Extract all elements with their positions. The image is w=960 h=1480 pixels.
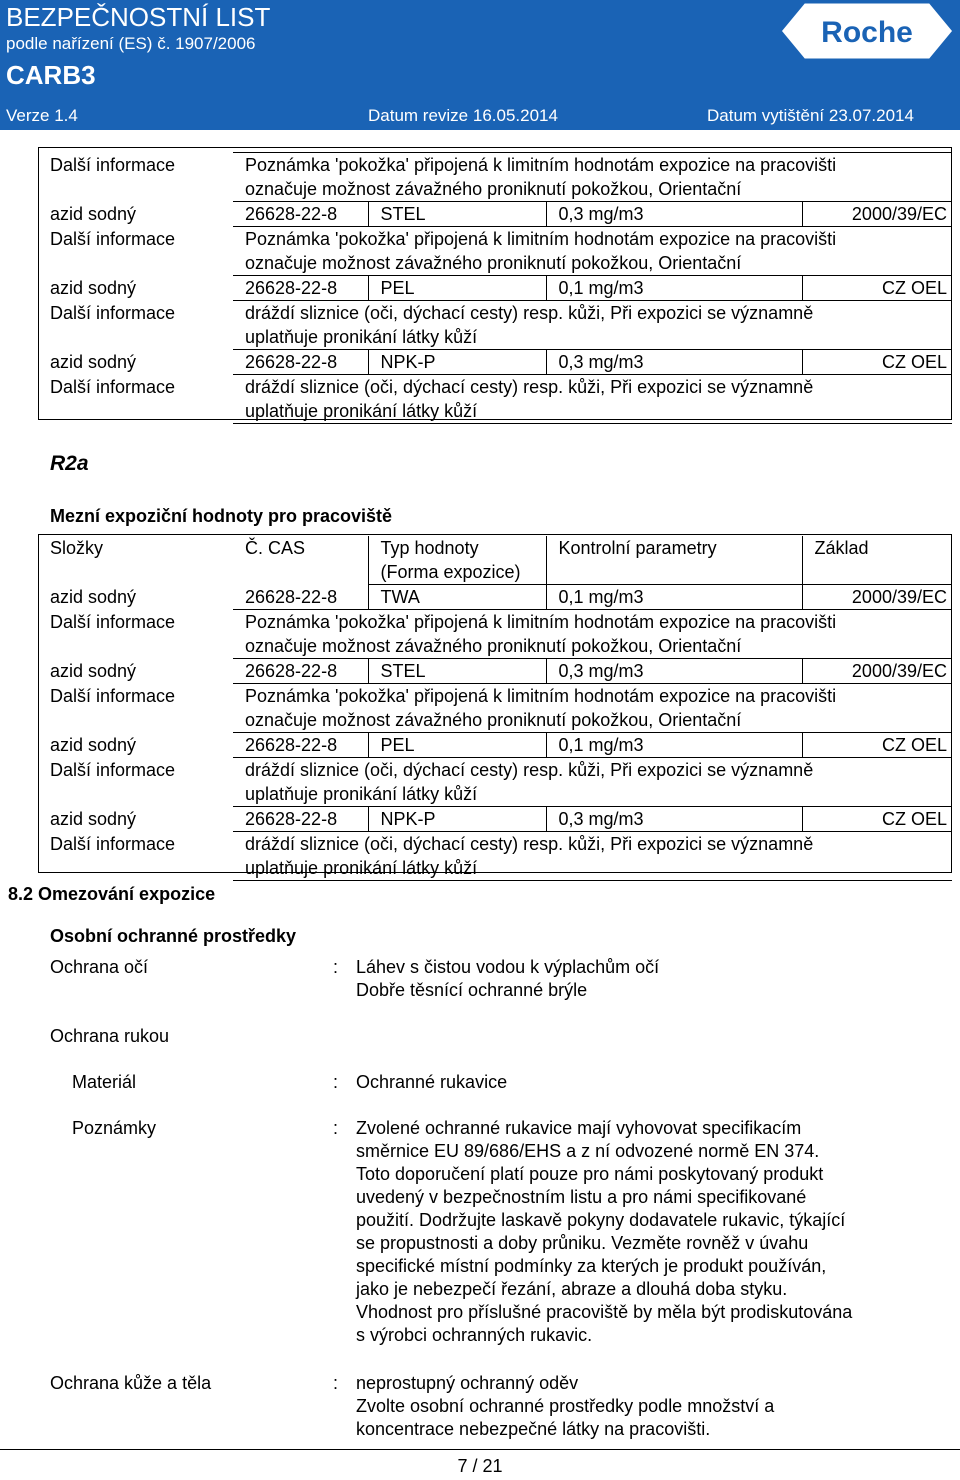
info-text: Poznámka 'pokožka' připojená k limitním hodnotám expozice na pracovišti označuje možnost závažného proniknutí pokožkou, Orientační (233, 153, 952, 202)
row-basis: 2000/39/EC (802, 659, 952, 684)
eye-protection-value: Láhev s čistou vodou k výplachům očí Dobře těsnící ochranné brýle (356, 957, 660, 1000)
info-text: Poznámka 'pokožka' připojená k limitním hodnotám expozice na pracovišti označuje možnost závažného proniknutí pokožkou, Orientační (233, 227, 952, 276)
skin-protection-label: Ochrana kůže a těla (50, 1373, 212, 1393)
info-row (38, 153, 952, 202)
row-type: NPK-P (368, 350, 546, 375)
ppe-title: Osobní ochranné prostředky (50, 926, 297, 946)
row-type: TWA (368, 585, 546, 610)
row-cas: 26628-22-8 (233, 733, 368, 758)
row-component: azid sodný (50, 586, 137, 607)
colon: : (333, 1373, 339, 1393)
info-label: Další informace (50, 611, 176, 632)
regulation-subtitle: podle nařízení (ES) č. 1907/2006 (6, 34, 256, 53)
table-row (38, 807, 952, 832)
row-component: azid sodný (50, 277, 137, 298)
table-row (38, 276, 952, 301)
row-basis: 2000/39/EC (802, 585, 952, 610)
header-basis: Základ (802, 536, 952, 585)
info-text: Poznámka 'pokožka' připojená k limitním hodnotám expozice na pracovišti označuje možnost závažného proniknutí pokožkou, Orientační (233, 610, 952, 659)
info-text: dráždí sliznice (oči, dýchací cesty) resp. kůži, Při expozici se významně uplatňuje pronikání látky kůží (233, 758, 952, 807)
section-8-2-heading: 8.2 Omezování expozice (8, 884, 216, 904)
row-type: PEL (368, 733, 546, 758)
header-type: Typ hodnoty (Forma expozice) (368, 536, 546, 585)
row-type: NPK-P (368, 807, 546, 832)
info-label: Další informace (50, 833, 176, 854)
info-label: Další informace (50, 759, 176, 780)
roche-logo-icon (778, 0, 956, 64)
material-label: Materiál (72, 1072, 137, 1092)
footer-divider (0, 1449, 960, 1450)
row-cas: 26628-22-8 (245, 586, 338, 607)
colon: : (333, 1118, 339, 1138)
row-component: azid sodný (50, 734, 137, 755)
row-value: 0,1 mg/m3 (546, 276, 802, 301)
header-value: Kontrolní parametry (546, 536, 802, 585)
row-type: STEL (368, 659, 546, 684)
info-text: Poznámka 'pokožka' připojená k limitním hodnotám expozice na pracovišti označuje možnost závažného proniknutí pokožkou, Orientační (233, 684, 952, 733)
row-type: PEL (368, 276, 546, 301)
colon: : (333, 1072, 339, 1092)
row-value: 0,3 mg/m3 (546, 659, 802, 684)
info-text: dráždí sliznice (oči, dýchací cesty) resp. kůži, Při expozici se významně uplatňuje pronikání látky kůží (233, 301, 952, 350)
row-value: 0,1 mg/m3 (546, 585, 802, 610)
info-label: Další informace (50, 302, 176, 323)
info-text: dráždí sliznice (oči, dýchací cesty) resp. kůži, Při expozici se významně uplatňuje pronikání látky kůží (233, 832, 952, 881)
table-row (38, 202, 952, 227)
info-row (38, 227, 952, 276)
header-cas: Č. CAS (245, 538, 306, 558)
material-value: Ochranné rukavice (356, 1072, 508, 1092)
eye-protection-label: Ochrana očí (50, 957, 149, 977)
info-row (38, 610, 952, 659)
section-title: Mezní expoziční hodnoty pro pracoviště (50, 506, 393, 526)
document-header (0, 0, 960, 130)
info-row (38, 832, 952, 881)
row-cas: 26628-22-8 (233, 202, 368, 227)
product-name: CARB3 (6, 60, 96, 90)
print-date: Datum vytištění 23.07.2014 (707, 106, 914, 125)
info-label: Další informace (50, 154, 176, 175)
info-row (38, 375, 952, 424)
row-basis: CZ OEL (802, 733, 952, 758)
row-component: azid sodný (50, 203, 137, 224)
revision-date: Datum revize 16.05.2014 (368, 106, 558, 125)
info-row (38, 684, 952, 733)
notes-label: Poznámky (72, 1118, 157, 1138)
info-label: Další informace (50, 228, 176, 249)
component-code: R2a (50, 452, 89, 475)
info-label: Další informace (50, 685, 176, 706)
row-cas: 26628-22-8 (233, 807, 368, 832)
info-row (38, 758, 952, 807)
notes-value: Zvolené ochranné rukavice mají vyhovovat specifikacím směrnice EU 89/686/EHS a z ní odvozené normě EN 374. Toto doporučení platí pouze pro námi poskytovaný produkt uvedený v bezpečnostním listu a pro námi specifikované použití. Dodržujte laskavě pokyny dodavatele rukavic, týkající se propustnosti a doby průniku. Vezměte rovněž v úvahu specifické místní podmínky za kterých je produkt používán, jako je nebezpečí řezání, abraze a dlouhá doba styku. Vhodnost pro příslušné pracoviště by měla být prodiskutována s výrobci ochranných rukavic. (356, 1118, 853, 1345)
exposure-table-continued (38, 152, 952, 424)
row-value: 0,1 mg/m3 (546, 733, 802, 758)
page-number: 7 / 21 (457, 1456, 503, 1476)
info-text: dráždí sliznice (oči, dýchací cesty) resp. kůži, Při expozici se významně uplatňuje pronikání látky kůží (233, 375, 952, 424)
row-component: azid sodný (50, 660, 137, 681)
table-header-row (38, 536, 952, 585)
header-component: Složky (50, 538, 104, 558)
info-row (38, 301, 952, 350)
row-type: STEL (368, 202, 546, 227)
document-title: BEZPEČNOSTNÍ LIST (6, 2, 271, 32)
colon: : (333, 957, 339, 977)
row-cas: 26628-22-8 (233, 350, 368, 375)
row-basis: CZ OEL (802, 350, 952, 375)
version: Verze 1.4 (6, 106, 78, 125)
row-component: azid sodný (50, 351, 137, 372)
table-row (38, 350, 952, 375)
exposure-table (38, 536, 952, 881)
logo-text: Roche (821, 16, 913, 49)
row-value: 0,3 mg/m3 (546, 807, 802, 832)
row-value: 0,3 mg/m3 (546, 202, 802, 227)
row-basis: CZ OEL (802, 276, 952, 301)
skin-protection-value: neprostupný ochranný oděv Zvolte osobní ochranné prostředky podle množství a koncentrace nebezpečné látky na pracovišti. (356, 1373, 775, 1439)
row-basis: CZ OEL (802, 807, 952, 832)
row-cas: 26628-22-8 (233, 659, 368, 684)
hand-protection-heading: Ochrana rukou (50, 1026, 170, 1046)
row-value: 0,3 mg/m3 (546, 350, 802, 375)
table-row (38, 659, 952, 684)
row-cas: 26628-22-8 (233, 276, 368, 301)
table-row (38, 733, 952, 758)
row-component: azid sodný (50, 808, 137, 829)
info-label: Další informace (50, 376, 176, 397)
row-basis: 2000/39/EC (802, 202, 952, 227)
table-row (38, 585, 952, 610)
